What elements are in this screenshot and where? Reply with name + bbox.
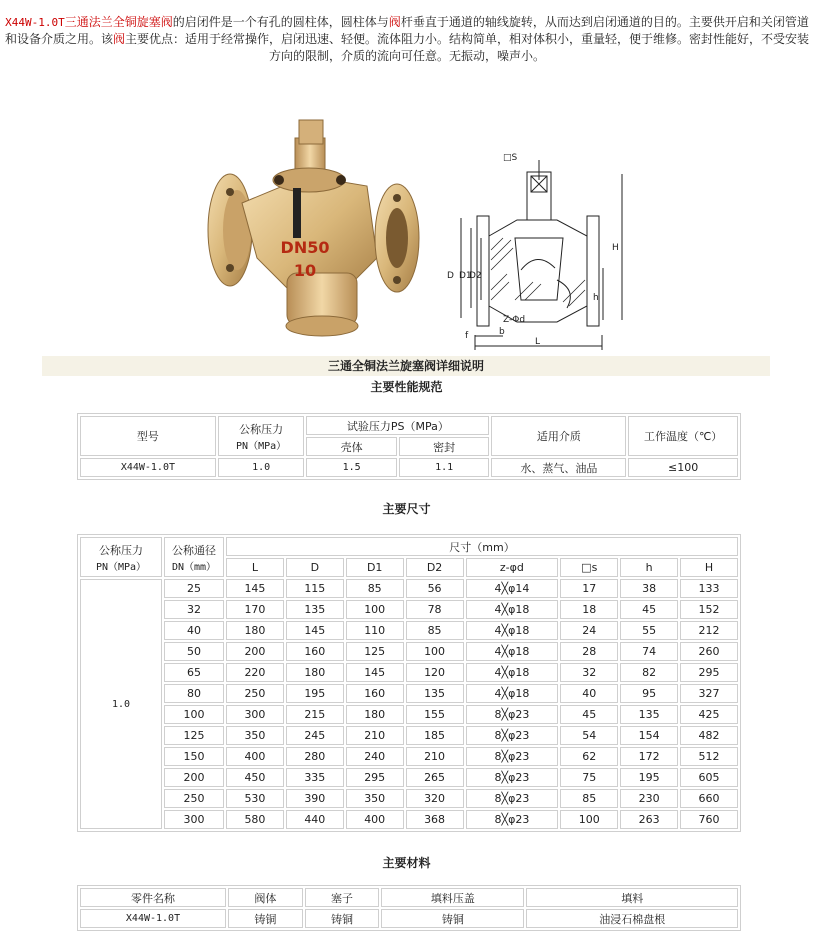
table-row xyxy=(80,768,738,787)
table-cell: 56 xyxy=(406,579,464,598)
table-cell: 95 xyxy=(620,684,678,703)
table-cell: 250 xyxy=(164,789,224,808)
table-cell: 45 xyxy=(560,705,618,724)
table-cell: 160 xyxy=(346,684,404,703)
detail-banner: 三通全铜法兰旋塞阀详细说明 xyxy=(42,356,770,376)
table-cell: 135 xyxy=(620,705,678,724)
table-cell: 230 xyxy=(620,789,678,808)
label-b: b xyxy=(499,327,505,337)
material-cell: X44W-1.0T xyxy=(80,909,226,928)
table-cell: 263 xyxy=(620,810,678,829)
table-cell: 300 xyxy=(226,705,284,724)
table-row xyxy=(80,789,738,808)
table-cell: 580 xyxy=(226,810,284,829)
th-shell: 壳体 xyxy=(306,437,397,456)
table-cell: 212 xyxy=(680,621,738,640)
table-cell: 100 xyxy=(406,642,464,661)
table-cell: 170 xyxy=(226,600,284,619)
th-dim-col: D1 xyxy=(346,558,404,577)
table-cell: 210 xyxy=(406,747,464,766)
model-code-link[interactable]: X44W-1.0T xyxy=(5,16,65,29)
table-cell: 295 xyxy=(346,768,404,787)
table-cell: 145 xyxy=(286,621,344,640)
table-cell: 390 xyxy=(286,789,344,808)
table-cell: 110 xyxy=(346,621,404,640)
table-cell: 180 xyxy=(286,663,344,682)
table-cell: 8╳φ23 xyxy=(466,705,559,724)
th-pn: 公称压力 PN（MPa） xyxy=(218,416,305,456)
dimensions-title: 主要尺寸 xyxy=(382,502,431,516)
valve-photo xyxy=(197,108,429,340)
label-h-lower: h xyxy=(593,293,599,303)
table-cell: 260 xyxy=(680,642,738,661)
cell-pn: 1.0 xyxy=(218,458,305,477)
th-seal: 密封 xyxy=(399,437,490,456)
label-l: L xyxy=(535,337,541,347)
table-cell: 530 xyxy=(226,789,284,808)
materials-table xyxy=(77,885,741,931)
th-dim-col: h xyxy=(620,558,678,577)
table-cell: 150 xyxy=(164,747,224,766)
table-cell: 135 xyxy=(286,600,344,619)
table-cell: 195 xyxy=(620,768,678,787)
table-cell: 280 xyxy=(286,747,344,766)
material-cell: 铸铜 xyxy=(381,909,524,928)
cell-model: X44W-1.0T xyxy=(80,458,216,477)
table-cell: 185 xyxy=(406,726,464,745)
cell-seal: 1.1 xyxy=(399,458,490,477)
table-cell: 300 xyxy=(164,810,224,829)
th-test-pressure: 试验压力PS（MPa） xyxy=(306,416,489,435)
table-cell: 4╳φ18 xyxy=(466,600,559,619)
label-d2: D2 xyxy=(469,271,482,281)
label-zd: Z-Φd xyxy=(503,315,526,325)
table-cell: 195 xyxy=(286,684,344,703)
cell-media: 水、蒸气、油品 xyxy=(491,458,626,477)
table-cell: 8╳φ23 xyxy=(466,726,559,745)
table-cell: 512 xyxy=(680,747,738,766)
th-material: 零件名称 xyxy=(80,888,226,907)
material-cell: 铸铜 xyxy=(228,909,303,928)
table-cell: 155 xyxy=(406,705,464,724)
table-cell: 295 xyxy=(680,663,738,682)
table-cell: 100 xyxy=(560,810,618,829)
table-cell: 4╳φ18 xyxy=(466,621,559,640)
table-cell: 40 xyxy=(560,684,618,703)
label-f: f xyxy=(465,331,469,341)
table-row xyxy=(80,663,738,682)
table-cell: 265 xyxy=(406,768,464,787)
th-media: 适用介质 xyxy=(491,416,626,456)
table-cell: 8╳φ23 xyxy=(466,810,559,829)
th-dim-col: □s xyxy=(560,558,618,577)
table-row xyxy=(80,642,738,661)
table-row xyxy=(80,705,738,724)
table-cell: 440 xyxy=(286,810,344,829)
table-cell: 133 xyxy=(680,579,738,598)
table-cell: 85 xyxy=(560,789,618,808)
th-material: 填料 xyxy=(526,888,738,907)
th-dim-col: H xyxy=(680,558,738,577)
table-cell: 4╳φ18 xyxy=(466,684,559,703)
performance-title: 主要性能规范 xyxy=(370,380,443,394)
table-cell: 55 xyxy=(620,621,678,640)
table-cell: 100 xyxy=(164,705,224,724)
th-dim-dn: 公称通径 DN（mm） xyxy=(164,537,224,577)
intro-text-2: 杆垂直于通道的轴线旋转，从而达到启闭通道的目的。主要供开启和关闭管道和设备介质之用。该 xyxy=(4,15,809,46)
table-cell: 85 xyxy=(346,579,404,598)
casting-mark-pn: 10 xyxy=(293,261,317,280)
table-cell: 160 xyxy=(286,642,344,661)
table-cell: 400 xyxy=(346,810,404,829)
valve-link-2[interactable]: 阀 xyxy=(112,32,125,46)
th-temp: 工作温度（℃） xyxy=(628,416,738,456)
table-cell: 425 xyxy=(680,705,738,724)
table-cell: 125 xyxy=(346,642,404,661)
label-d: D xyxy=(447,271,454,281)
cell-temp: ≤100 xyxy=(628,458,738,477)
table-row xyxy=(80,684,738,703)
intro-text-1: 的启闭件是一个有孔的圆柱体，圆柱体与 xyxy=(172,15,389,29)
th-material: 塞子 xyxy=(305,888,380,907)
table-cell: 65 xyxy=(164,663,224,682)
table-cell: 8╳φ23 xyxy=(466,789,559,808)
th-dim-col: D2 xyxy=(406,558,464,577)
table-cell: 368 xyxy=(406,810,464,829)
table-cell: 40 xyxy=(164,621,224,640)
table-row xyxy=(80,810,738,829)
table-cell: 760 xyxy=(680,810,738,829)
table-cell: 17 xyxy=(560,579,618,598)
table-cell: 32 xyxy=(164,600,224,619)
table-cell: 45 xyxy=(620,600,678,619)
table-row xyxy=(80,600,738,619)
dimensions-table xyxy=(77,534,741,832)
table-cell: 250 xyxy=(226,684,284,703)
table-cell: 125 xyxy=(164,726,224,745)
table-cell: 4╳φ18 xyxy=(466,642,559,661)
table-cell: 54 xyxy=(560,726,618,745)
table-cell: 350 xyxy=(226,726,284,745)
table-cell: 482 xyxy=(680,726,738,745)
product-link[interactable]: 三通法兰全铜旋塞阀 xyxy=(64,15,173,29)
cell-dim-pn: 1.0 xyxy=(80,579,162,829)
table-cell: 245 xyxy=(286,726,344,745)
table-cell: 82 xyxy=(620,663,678,682)
table-cell: 8╳φ23 xyxy=(466,747,559,766)
table-cell: 38 xyxy=(620,579,678,598)
table-cell: 172 xyxy=(620,747,678,766)
th-material: 阀体 xyxy=(228,888,303,907)
table-cell: 350 xyxy=(346,789,404,808)
table-cell: 320 xyxy=(406,789,464,808)
table-cell: 18 xyxy=(560,600,618,619)
table-cell: 200 xyxy=(226,642,284,661)
th-dim-col: D xyxy=(286,558,344,577)
intro-text-3: 主要优点：适用于经常操作，启闭迅速、轻便。流体阻力小。结构简单，相对体积小，重量轻，便于维修。密封性能好，不受安装方向的限制，介质的流向可任意。无振动，噪声小。 xyxy=(125,32,810,63)
table-row xyxy=(80,621,738,640)
table-cell: 25 xyxy=(164,579,224,598)
table-cell: 240 xyxy=(346,747,404,766)
materials-title: 主要材料 xyxy=(382,856,431,870)
table-cell: 80 xyxy=(164,684,224,703)
table-cell: 32 xyxy=(560,663,618,682)
table-cell: 62 xyxy=(560,747,618,766)
label-h-upper: H xyxy=(612,243,619,253)
table-cell: 660 xyxy=(680,789,738,808)
table-cell: 74 xyxy=(620,642,678,661)
table-cell: 135 xyxy=(406,684,464,703)
cell-shell: 1.5 xyxy=(306,458,397,477)
material-cell: 油浸石棉盘根 xyxy=(526,909,738,928)
table-cell: 327 xyxy=(680,684,738,703)
valve-section-drawing xyxy=(437,150,627,355)
material-cell: 铸铜 xyxy=(305,909,380,928)
table-cell: 400 xyxy=(226,747,284,766)
th-dim-pn: 公称压力 PN（MPa） xyxy=(80,537,162,577)
table-cell: 180 xyxy=(346,705,404,724)
table-cell: 28 xyxy=(560,642,618,661)
th-material: 填料压盖 xyxy=(381,888,524,907)
table-cell: 120 xyxy=(406,663,464,682)
table-cell: 8╳φ23 xyxy=(466,768,559,787)
table-cell: 210 xyxy=(346,726,404,745)
table-cell: 50 xyxy=(164,642,224,661)
table-row xyxy=(80,579,738,598)
table-row xyxy=(80,747,738,766)
table-cell: 78 xyxy=(406,600,464,619)
table-cell: 24 xyxy=(560,621,618,640)
th-dim-size: 尺寸（mm） xyxy=(226,537,738,556)
table-cell: 4╳φ14 xyxy=(466,579,559,598)
table-row xyxy=(80,726,738,745)
table-cell: 154 xyxy=(620,726,678,745)
intro-paragraph xyxy=(4,14,810,65)
table-cell: 145 xyxy=(226,579,284,598)
table-cell: 200 xyxy=(164,768,224,787)
table-cell: 605 xyxy=(680,768,738,787)
casting-mark-dn: DN50 xyxy=(280,238,330,257)
th-dim-col: L xyxy=(226,558,284,577)
table-cell: 450 xyxy=(226,768,284,787)
label-s: □S xyxy=(503,153,518,163)
th-model: 型号 xyxy=(80,416,216,456)
label-d1: D1 xyxy=(459,271,472,281)
valve-link-1[interactable]: 阀 xyxy=(388,15,401,29)
table-cell: 145 xyxy=(346,663,404,682)
table-cell: 115 xyxy=(286,579,344,598)
table-cell: 75 xyxy=(560,768,618,787)
table-cell: 215 xyxy=(286,705,344,724)
table-cell: 4╳φ18 xyxy=(466,663,559,682)
table-cell: 85 xyxy=(406,621,464,640)
performance-table xyxy=(77,413,741,480)
table-cell: 100 xyxy=(346,600,404,619)
table-cell: 220 xyxy=(226,663,284,682)
table-cell: 180 xyxy=(226,621,284,640)
table-cell: 335 xyxy=(286,768,344,787)
table-cell: 152 xyxy=(680,600,738,619)
th-dim-col: z-φd xyxy=(466,558,559,577)
